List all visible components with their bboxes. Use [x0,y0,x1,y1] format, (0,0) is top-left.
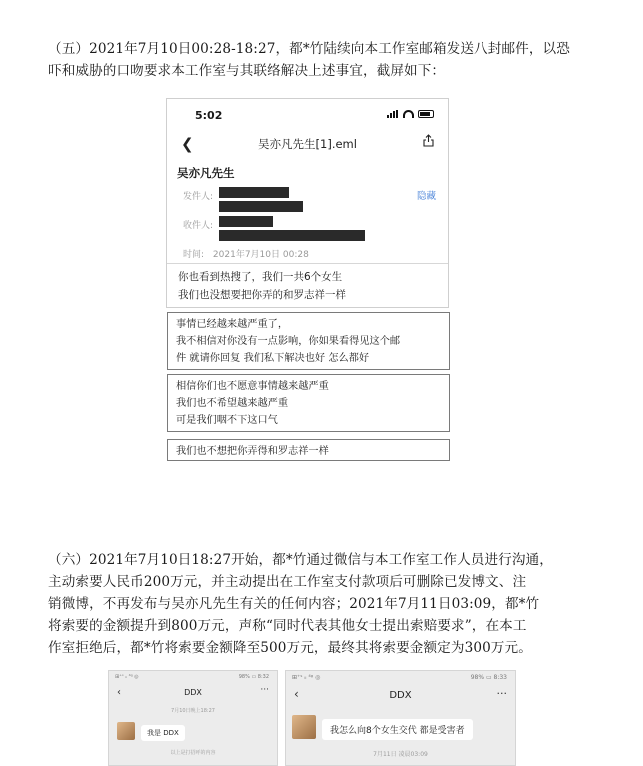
redacted-sender-1 [219,187,289,198]
wechat-screenshot-left [108,670,278,766]
avatar [117,722,135,740]
signal-icon [387,110,399,118]
email-file-title: 吴亦凡先生[1].eml [258,137,357,151]
hide-details-link[interactable]: 隐藏 [416,191,436,202]
chat-title: DDX [184,688,202,697]
chat-bubble: 我怎么向8个女生交代 都是受害者 [322,719,473,740]
chat-note: 以上是打招呼的内容 [170,750,216,756]
excerpt-line: 我们也不想把你弄得和罗志祥一样 [176,446,329,457]
chat-status-right: 98% ▭ 8:33 [470,674,507,681]
email-nav-bar [167,131,448,155]
chat-bubble: 我是 DDX [141,725,185,741]
from-label: 发件人: [183,192,214,202]
chat-time-note: 7月10日晚上18:27 [171,708,215,714]
excerpt-line: 可是我们咽不下这口气 [176,415,278,426]
redacted-recipient-2 [219,230,365,241]
email-message-line-1: 你也看到热搜了，我们一共6个女生 [178,271,343,283]
excerpt-line: 我不相信对你没有一点影响，你如果看得见这个邮 [176,336,401,347]
phone-status-bar [167,99,448,127]
email-excerpt-box-2 [167,374,450,432]
paragraph-five-line-1: （五）2021年7月10日00:28-18:27，都*竹陆续向本工作室邮箱发送八封邮件，以恐 [48,41,570,57]
wifi-icon [403,110,414,118]
email-message-line-2: 我们也没想要把你弄的和罗志祥一样 [178,289,346,301]
back-chevron-icon[interactable]: ❮ [181,135,194,153]
email-sender-name: 吴亦凡先生 [177,166,235,180]
excerpt-line: 我们也不希望越来越严重 [176,398,289,409]
email-excerpt-box-1 [167,312,450,370]
excerpt-line: 件 就请你回复 我们私下解决也好 怎么都好 [176,353,370,364]
excerpt-line: 相信你们也不愿意事情越来越严重 [176,381,329,392]
time-value: 2021年7月10日 00:28 [212,250,309,260]
redacted-recipient-1 [219,216,273,227]
back-chevron-icon[interactable]: ‹ [117,687,121,698]
chat-time-note: 7月11日 凌晨03:09 [373,751,428,758]
chat-title: DDX [389,690,412,701]
redacted-sender-2 [219,201,303,212]
chat-status-right: 98% ▭ 8:32 [238,674,269,680]
to-label: 收件人: [183,221,214,231]
divider [167,263,448,264]
paragraph-six-line-5: 作室拒绝后，都*竹将索要金额降至500万元，最终其将索要金额定为300万元。 [48,640,532,656]
more-icon[interactable]: ··· [260,685,269,695]
time-label: 时间: [183,250,205,260]
paragraph-six [48,549,608,659]
avatar [292,715,316,739]
time-row [183,247,309,260]
paragraph-five-line-2: 吓和威胁的口吻要求本工作室与其联络解决上述事宜，截屏如下： [48,63,446,79]
paragraph-six-line-4: 将索要的金额提升到800万元，声称“同时代表其他女士提出索赔要求”，在本工 [48,618,527,634]
back-chevron-icon[interactable]: ‹ [294,687,299,701]
excerpt-line: 事情已经越来越严重了， [176,319,289,330]
chat-status-left: ⊞⁺ˢ ᵢᵢ ⁴ᵍ ◎ [292,674,321,681]
chat-status-left: ⊞⁺ˢ ᵢᵢ ⁴ᵍ ◎ [115,674,139,680]
email-screenshot [166,98,449,308]
share-icon[interactable] [423,134,434,147]
email-excerpt-box-3 [167,439,450,461]
wechat-screenshot-right [285,670,516,766]
more-icon[interactable]: ··· [496,687,507,700]
status-time: 5:02 [195,109,223,122]
paragraph-six-line-1: （六）2021年7月10日18:27开始，都*竹通过微信与本工作室工作人员进行沟通， [48,552,553,568]
paragraph-six-line-3: 销微博，不再发布与吴亦凡先生有关的任何内容；2021年7月11日03:09，都*竹 [48,596,540,612]
paragraph-five [48,38,608,82]
status-icons [387,110,434,118]
paragraph-six-line-2: 主动索要人民币200万元，并主动提出在工作室支付款项后可删除已发博文、注 [48,574,527,590]
battery-icon [418,110,434,118]
